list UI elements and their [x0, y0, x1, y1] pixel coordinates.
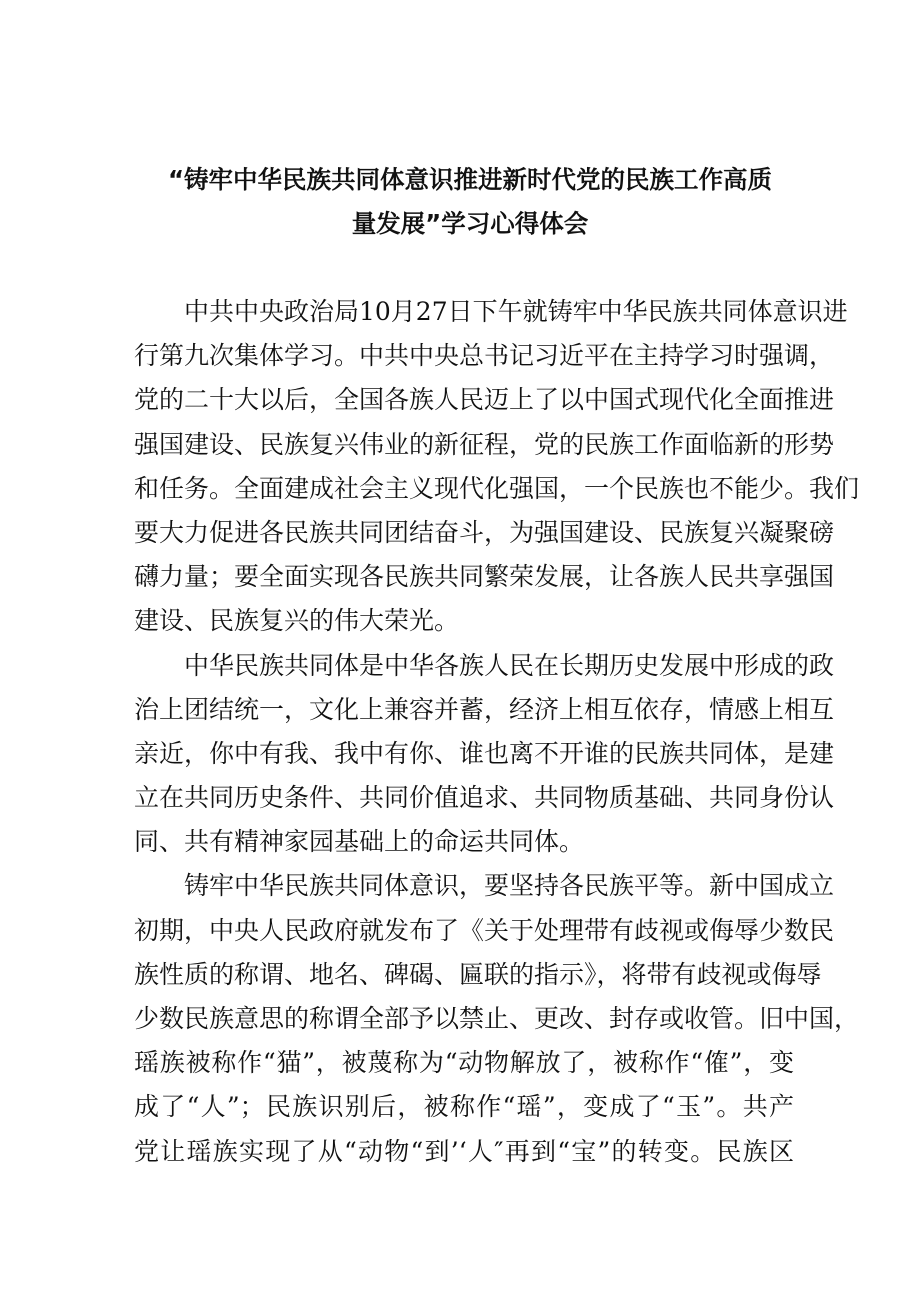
paragraph-line: 中共中央政治局10月27日下午就铸牢中华民族共同体意识进 [184, 297, 848, 326]
paragraph-line: 礴力量；要全面实现各民族共同繁荣发展，让各族人民共享强国 [134, 562, 835, 592]
document-body [134, 290, 860, 1174]
paragraph-line: 要大力促进各民族共同团结奋斗，为强国建设、民族复兴凝聚磅 [134, 517, 835, 547]
title-line-2: 量发展”学习心得体会 [351, 209, 589, 238]
paragraph-line: 亲近，你中有我、我中有你、谁也离不开谁的民族共同体，是建 [134, 738, 835, 768]
paragraph-1 [134, 290, 860, 644]
paragraph-line: 立在共同历史条件、共同价值追求、共同物质基础、共同身份认 [134, 783, 835, 813]
paragraph-line: 同、共有精神家园基础上的命运共同体。 [134, 827, 585, 857]
paragraph-line: 和任务。全面建成社会主义现代化强国，一个民族也不能少。我们 [134, 473, 860, 503]
paragraph-line: 建设、民族复兴的伟大荣光。 [134, 606, 460, 636]
paragraph-line: 铸牢中华民族共同体意识，要坚持各民族平等。新中国成立 [184, 871, 835, 901]
paragraph-line: 治上团结统一，文化上兼容并蓄，经济上相互依存，情感上相互 [134, 694, 835, 724]
paragraph-line: 成了“人”；民族识别后，被称作“瑶”，变成了“玉”。共产 [134, 1092, 794, 1122]
paragraph-line: 瑶族被称作“猫”，被蔑称为“动物解放了，被称作“傕”，变 [134, 1048, 794, 1078]
paragraph-line: 初期，中央人民政府就发布了《关于处理带有歧视或侮辱少数民 [134, 915, 835, 945]
paragraph-line: 行第九次集体学习。中共中央总书记习近平在主持学习时强调， [134, 341, 835, 371]
paragraph-line: 少数民族意思的称谓全部予以禁止、更改、封存或收管。旧中国， [134, 1004, 860, 1033]
document-title [150, 158, 790, 246]
title-line-1: “铸牢中华民族共同体意识推进新时代党的民族工作高质 [167, 165, 773, 194]
paragraph-line: 强国建设、民族复兴伟业的新征程，党的民族工作面临新的形势 [134, 429, 835, 459]
paragraph-line: 党的二十大以后，全国各族人民迈上了以中国式现代化全面推进 [134, 385, 835, 415]
paragraph-line: 中华民族共同体是中华各族人民在长期历史发展中形成的政 [184, 650, 835, 680]
paragraph-line: 党让瑶族实现了从“动物“到’‘人″再到“宝”的转变。民族区 [134, 1136, 794, 1166]
paragraph-2 [134, 644, 835, 865]
paragraph-line: 族性质的称谓、地名、碑碣、匾联的指示》，将带有歧视或侮辱 [134, 959, 822, 989]
paragraph-3 [134, 864, 860, 1173]
